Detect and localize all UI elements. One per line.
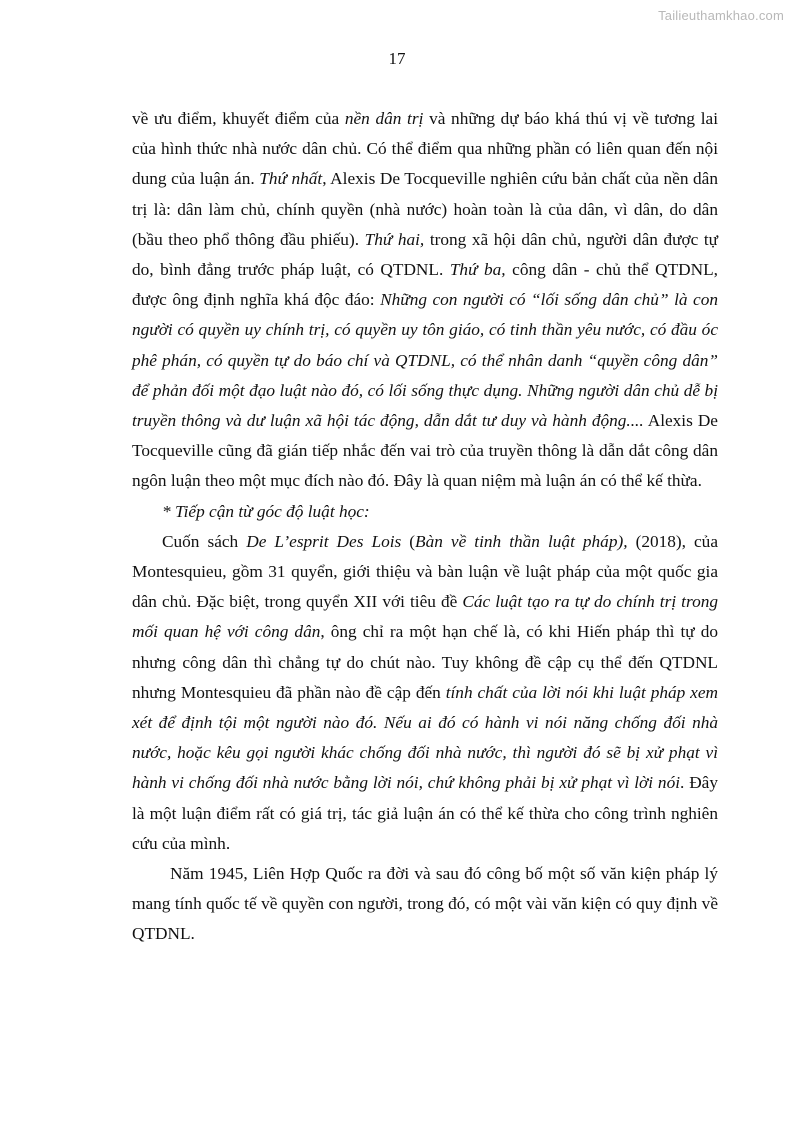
italic-text-run: Các luật tạo ra tự do chính trị trong mối quan hệ với công dân [132, 592, 718, 642]
text-run: (2018), của Montesquieu, gồm 31 quyển, giới thiệu và bàn luận về luật pháp của một quốc gia dân chủ. Đặc biệt, trong quyển XII với tiêu đề [132, 531, 718, 612]
italic-text-run: Thứ nhất [259, 169, 323, 189]
italic-text-run: Bàn về tinh thần luật pháp), [415, 531, 628, 551]
italic-text-run: Những con người có “lối sống dân chủ” là con người có quyền uy chính trị, có quyền uy tôn giáo, có tinh thần yêu nước, có đầu óc phê phán, có quyền tự do báo chí và QTDNL, có thể nhân danh “quyền công dân” để phản đối một đạo luật nào đó, có lối sống thực dụng. Những người dân chủ dễ bị truyền thông và dư luận xã hội tác động, dẫn dắt tư duy và hành động.... [132, 290, 718, 431]
text-run: , ông chỉ ra một hạn chế là, có khi Hiến pháp thì tự do nhưng công dân thì chẳng tự do chút nào. Tuy không đề cập cụ thể đến QTDNL nhưng Montesquieu đã phần nào đề cập đến [132, 622, 718, 702]
text-run: trong xã hội dân chủ, người dân được tự do, bình đẳng trước pháp luật, có QTDNL. [132, 229, 718, 280]
text-run: , Alexis De Tocqueville nghiên cứu bản chất của nền dân trị là: dân làm chủ, chính quyền (nhà nước) hoàn toàn là của dân, vì dân, do dân (bầu theo phổ thông đầu phiếu). [132, 169, 718, 249]
italic-text-run: De L’esprit Des Lois [246, 531, 402, 551]
paragraph-united-nations: Năm 1945, Liên Hợp Quốc ra đời và sau đó công bố một số văn kiện pháp lý mang tính quốc tế về quyền con người, trong đó, có một vài văn kiện có quy định về QTDNL. [132, 864, 718, 944]
text-run: Alexis De Tocqueville cũng đã gián tiếp nhắc đến vai trò của truyền thông là dẫn dắt công dân ngôn luận theo một mục đích nào đó. Đây là quan niệm mà luận án có thể kế thừa. [132, 411, 718, 491]
italic-text-run: tính chất của lời nói khi luật pháp xem xét để định tội một người nào đó. Nếu ai đó có hành vi nói năng chống đối nhà nước, hoặc kêu gọi người khác chống đối nhà nước, thì người đó sẽ bị xử phạt vì hành vi chống đối nhà nước bằng lời nói, chứ không phải bị xử phạt vì lời nói [132, 682, 719, 793]
italic-text-run: nền dân trị [344, 109, 424, 128]
paragraph-montesquieu [132, 527, 718, 859]
text-run: . Đây là một luận điểm rất có giá trị, tác giả luận án có thể kế thừa cho công trình nghiên cứu của mình. [132, 773, 718, 853]
text-run: công dân - chủ thể QTDNL, được ông định nghĩa khá độc đáo: [132, 260, 718, 310]
text-run: về ưu điểm, khuyết điểm của [132, 109, 345, 128]
watermark-text: Tailieuthamkhao.com [658, 8, 784, 23]
text-run: ( [401, 531, 416, 551]
page-number: 17 [388, 49, 406, 68]
text-run: và những dự báo khá thú vị về tương lai của hình thức nhà nước dân chủ. Có thể điểm qua những phần có liên quan đến nội dung của luận án. [132, 109, 718, 189]
paragraph-continuation [132, 104, 718, 497]
italic-text-run: Thứ ba, [449, 260, 506, 280]
text-run: Cuốn sách [162, 531, 247, 551]
italic-text-run: Thứ hai, [364, 229, 425, 249]
document-body [132, 104, 718, 950]
section-heading-law-approach: * Tiếp cận từ góc độ luật học: [162, 501, 370, 521]
